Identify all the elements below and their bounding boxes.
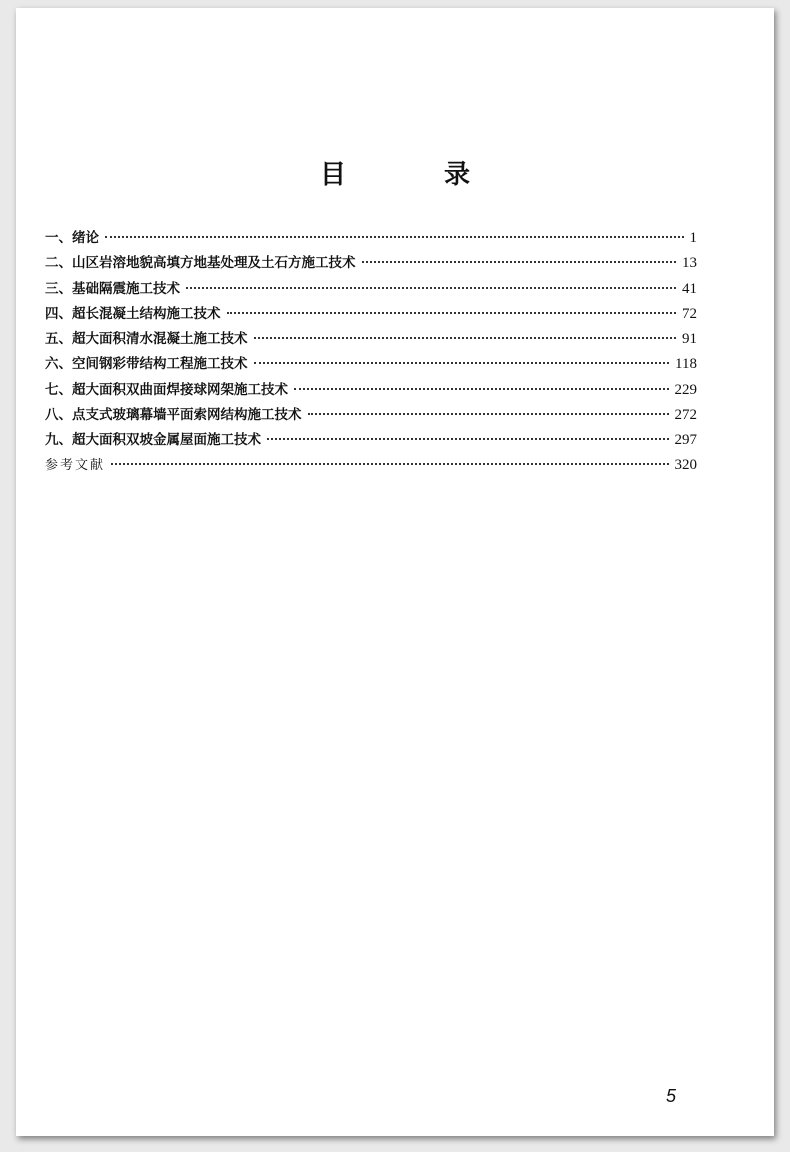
toc-entry-label: 四、超长混凝土结构施工技术 (45, 305, 221, 322)
toc-entry-page: 1 (689, 230, 697, 246)
toc-entry-label: 五、超大面积清水混凝土施工技术 (45, 331, 248, 348)
table-of-contents (45, 226, 697, 479)
document-page (16, 8, 774, 1136)
toc-entry-page: 41 (682, 280, 697, 297)
dot-leader (254, 337, 677, 339)
toc-entry (45, 352, 697, 377)
toc-entry-label: 三、基础隔震施工技术 (45, 280, 180, 297)
toc-entry-references (45, 454, 697, 479)
dot-leader (362, 261, 677, 263)
toc-entry (45, 378, 697, 403)
toc-entry-label: 七、超大面积双曲面焊接球网架施工技术 (45, 381, 288, 398)
toc-entry (45, 302, 697, 327)
dot-leader (294, 388, 669, 390)
toc-entry (45, 428, 697, 453)
dot-leader (227, 312, 677, 314)
toc-entry-page: 72 (682, 305, 697, 322)
toc-entry (45, 226, 697, 251)
page-title: 目 录 (319, 160, 506, 190)
dot-leader (267, 438, 669, 440)
toc-entry-label: 二、山区岩溶地貌高填方地基处理及土石方施工技术 (45, 255, 356, 272)
toc-entry-page: 320 (674, 456, 697, 473)
toc-entry (45, 327, 697, 352)
dot-leader (105, 236, 684, 238)
toc-entry (45, 251, 697, 276)
toc-entry-label: 八、点支式玻璃幕墙平面索网结构施工技术 (45, 407, 302, 424)
toc-entry-page: 91 (682, 331, 697, 348)
toc-entry-label: 一、绪论 (45, 230, 99, 246)
toc-entry-page: 13 (682, 255, 697, 272)
toc-entry (45, 403, 697, 428)
dot-leader (186, 287, 676, 289)
toc-entry-page: 229 (674, 381, 697, 398)
toc-entry (45, 277, 697, 302)
toc-entry-label: 九、超大面积双坡金属屋面施工技术 (45, 432, 261, 449)
toc-entry-label: 六、空间钢彩带结构工程施工技术 (45, 356, 248, 373)
dot-leader (111, 463, 668, 465)
toc-entry-label: 参考文献 (45, 457, 106, 473)
toc-entry-page: 118 (675, 356, 697, 373)
page-number: 5 (666, 1086, 677, 1106)
toc-entry-page: 272 (674, 407, 697, 424)
toc-entry-page: 297 (674, 432, 697, 449)
dot-leader (254, 362, 670, 364)
dot-leader (308, 413, 669, 415)
